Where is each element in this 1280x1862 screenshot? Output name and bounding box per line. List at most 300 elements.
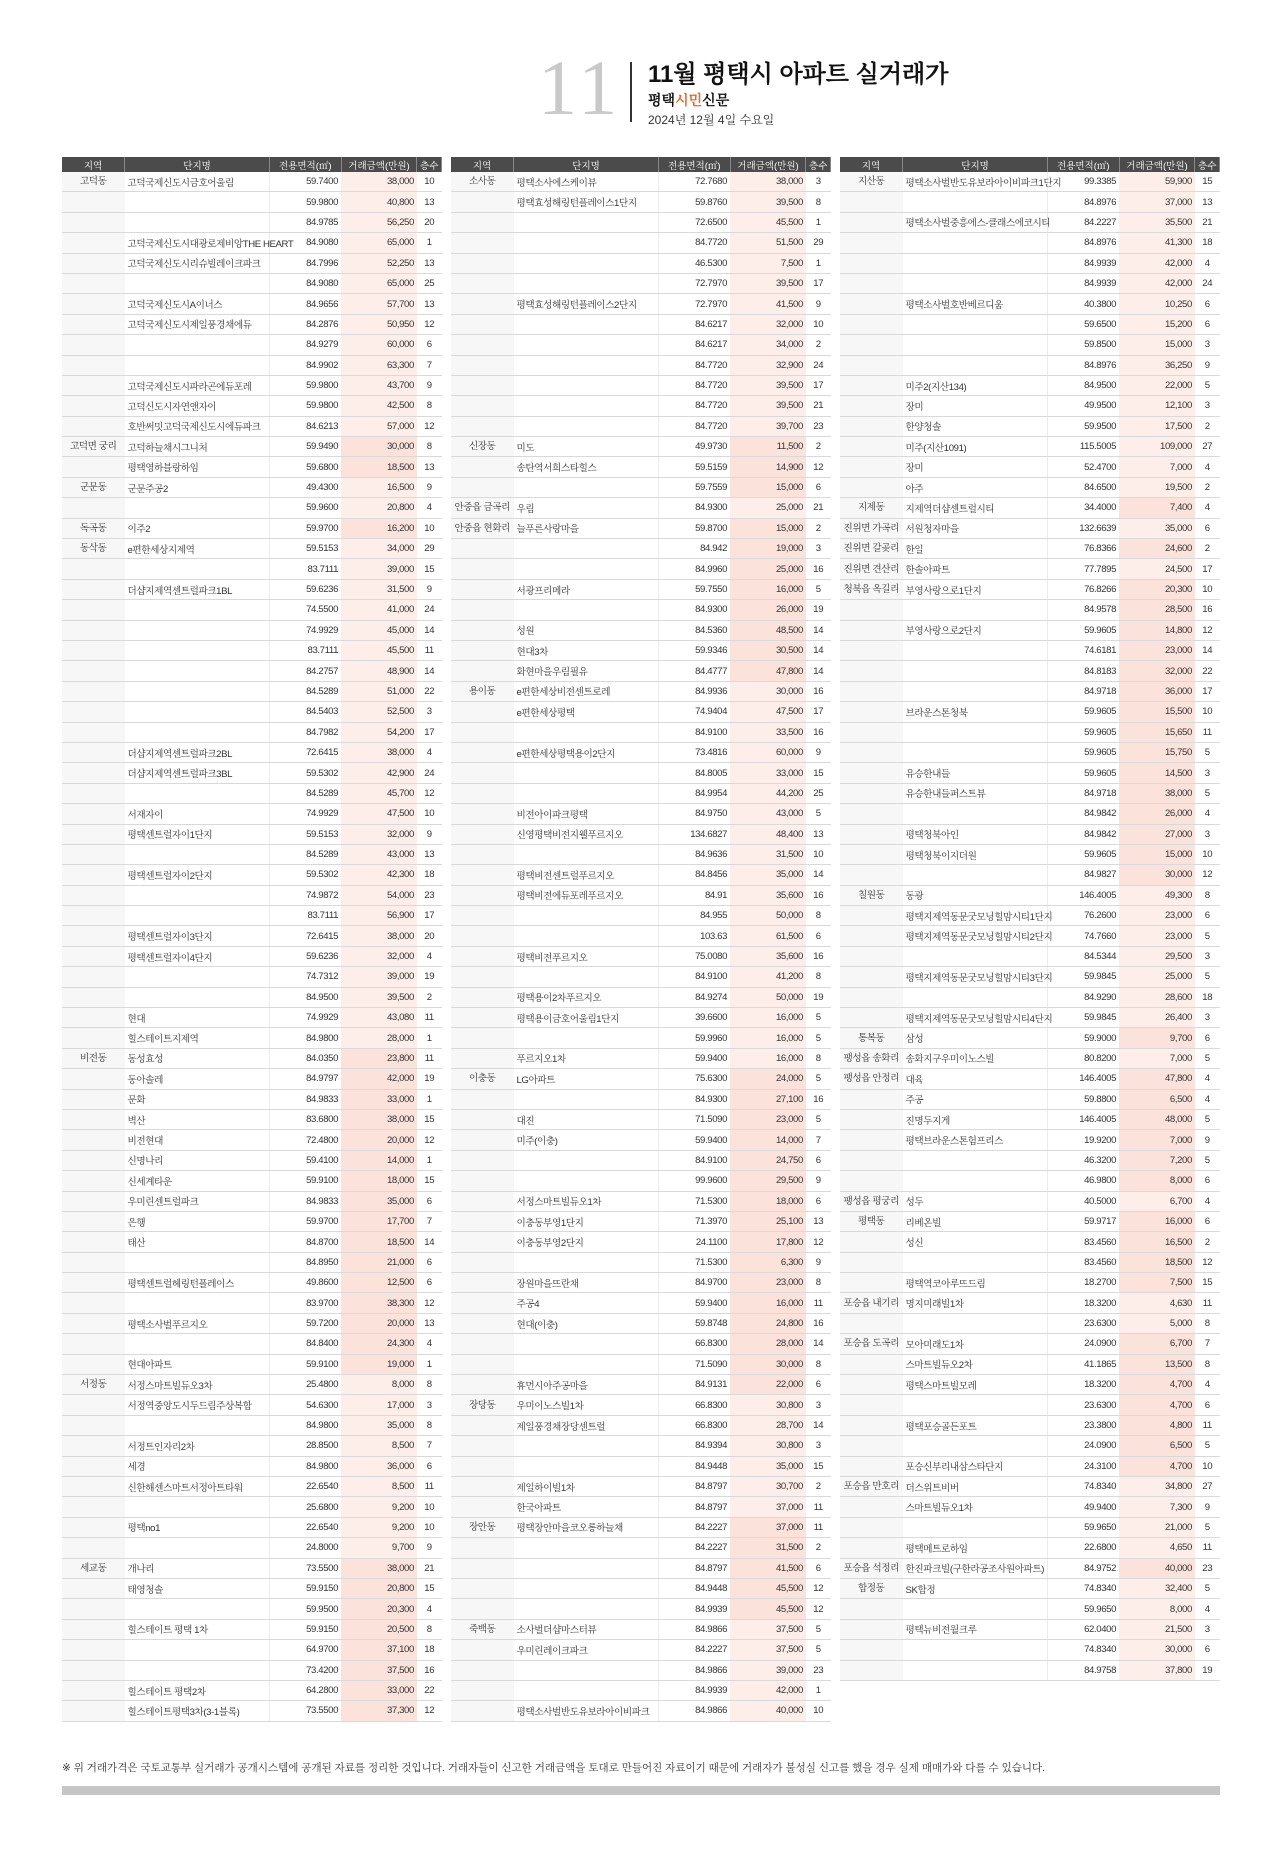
complex-cell: [514, 1028, 659, 1048]
floor-cell: 2: [806, 1477, 831, 1497]
region-cell: [62, 1517, 125, 1537]
region-cell: [451, 1273, 514, 1293]
price-tables: [62, 157, 1220, 1752]
complex-cell: [514, 1436, 659, 1456]
region-cell: 포승읍 내기리: [840, 1293, 903, 1313]
complex-cell: 우미이노스빌1차: [514, 1395, 659, 1415]
area-cell: 84.8797: [659, 1477, 730, 1497]
area-cell: 84.9827: [1048, 865, 1119, 885]
table-row: [840, 1211, 1220, 1231]
floor-cell: 8: [806, 1273, 831, 1293]
floor-cell: 3: [1195, 763, 1220, 783]
region-cell: [62, 1538, 125, 1558]
table-row: [451, 1395, 831, 1415]
table-row: [62, 477, 442, 497]
price-cell: 51,500: [730, 233, 806, 253]
complex-cell: [903, 1660, 1048, 1680]
floor-cell: 13: [417, 294, 442, 314]
complex-cell: 평택용이금호어울림1단지: [514, 1008, 659, 1028]
complex-cell: 화현마을우림필유: [514, 661, 659, 681]
price-cell: 6,700: [1119, 1334, 1195, 1354]
region-cell: [840, 1640, 903, 1660]
floor-cell: 10: [1195, 702, 1220, 722]
area-cell: 84.9279: [270, 335, 341, 355]
price-cell: 20,000: [341, 1313, 417, 1333]
complex-cell: [514, 212, 659, 232]
region-cell: [451, 1415, 514, 1435]
price-cell: 27,100: [730, 1089, 806, 1109]
floor-cell: 6: [1195, 906, 1220, 926]
price-cell: 21,500: [1119, 1619, 1195, 1639]
price-cell: 42,300: [341, 865, 417, 885]
price-cell: 33,000: [730, 763, 806, 783]
floor-cell: 12: [806, 1599, 831, 1619]
table-row: [62, 1354, 442, 1374]
area-cell: 84.6213: [270, 416, 341, 436]
price-cell: 48,500: [730, 620, 806, 640]
price-cell: 16,000: [1119, 1211, 1195, 1231]
complex-cell: [514, 375, 659, 395]
region-cell: [62, 314, 125, 334]
area-cell: 76.8266: [1048, 579, 1119, 599]
region-cell: [840, 1089, 903, 1109]
complex-cell: [903, 681, 1048, 701]
floor-cell: 11: [417, 1477, 442, 1497]
table-row: [62, 253, 442, 273]
page-title: 11월 평택시 아파트 실거래가: [648, 61, 949, 88]
complex-cell: [514, 253, 659, 273]
floor-cell: 13: [417, 192, 442, 212]
region-cell: [451, 1089, 514, 1109]
area-cell: 23.6300: [1048, 1313, 1119, 1333]
region-cell: [451, 620, 514, 640]
price-cell: 47,800: [730, 661, 806, 681]
price-cell: 39,000: [341, 967, 417, 987]
floor-cell: 12: [1195, 620, 1220, 640]
complex-cell: 고덕국제신도시A이너스: [125, 294, 270, 314]
table-row: [451, 906, 831, 926]
area-cell: 24.8000: [270, 1538, 341, 1558]
area-cell: 72.7970: [659, 273, 730, 293]
table-row: [840, 559, 1220, 579]
complex-cell: 고덕국제신도시제일풍경채에듀: [125, 314, 270, 334]
area-cell: 84.9936: [659, 681, 730, 701]
region-cell: [451, 1028, 514, 1048]
area-cell: 84.9833: [270, 1191, 341, 1211]
region-cell: [451, 926, 514, 946]
area-cell: 74.9929: [270, 620, 341, 640]
region-cell: [451, 702, 514, 722]
price-cell: 47,800: [1119, 1069, 1195, 1089]
price-cell: 28,600: [1119, 987, 1195, 1007]
table-row: [451, 1660, 831, 1680]
region-cell: [451, 987, 514, 1007]
complex-cell: [514, 559, 659, 579]
region-cell: [62, 212, 125, 232]
floor-cell: 10: [1195, 1456, 1220, 1476]
floor-cell: 20: [417, 212, 442, 232]
price-cell: 24,000: [730, 1069, 806, 1089]
area-cell: 64.9700: [270, 1640, 341, 1660]
complex-cell: 평택센트럴자이3단지: [125, 926, 270, 946]
table-row: [840, 172, 1220, 192]
area-cell: 49.9730: [659, 437, 730, 457]
table-row: [62, 457, 442, 477]
region-cell: 비전동: [62, 1048, 125, 1068]
complex-cell: 신한해센스마트서정아트타워: [125, 1477, 270, 1497]
price-cell: 6,300: [730, 1252, 806, 1272]
price-cell: 16,000: [730, 579, 806, 599]
area-cell: 84.9800: [270, 1415, 341, 1435]
table-row: [451, 1477, 831, 1497]
table-row: [840, 1558, 1220, 1578]
table-row: [62, 416, 442, 436]
price-cell: 28,000: [730, 1334, 806, 1354]
complex-cell: [514, 539, 659, 559]
region-cell: [62, 763, 125, 783]
table-row: [840, 640, 1220, 660]
area-cell: 84.9800: [270, 1028, 341, 1048]
floor-cell: 1: [806, 212, 831, 232]
price-cell: 15,000: [730, 477, 806, 497]
floor-cell: 23: [806, 416, 831, 436]
floor-cell: 12: [417, 1701, 442, 1721]
floor-cell: 10: [417, 1497, 442, 1517]
floor-cell: 4: [417, 742, 442, 762]
complex-cell: 평택센트럴자이1단지: [125, 824, 270, 844]
table-row: [840, 579, 1220, 599]
floor-cell: 5: [1195, 1048, 1220, 1068]
complex-cell: 벽산: [125, 1109, 270, 1129]
table-row: [451, 1232, 831, 1252]
area-cell: 72.6500: [659, 212, 730, 232]
area-cell: 84.9939: [1048, 273, 1119, 293]
complex-cell: 서정트인자리2차: [125, 1436, 270, 1456]
area-cell: 24.1100: [659, 1232, 730, 1252]
complex-cell: 평택영하블랑하임: [125, 457, 270, 477]
floor-cell: 5: [1195, 967, 1220, 987]
floor-cell: 11: [417, 1048, 442, 1068]
floor-cell: 15: [417, 559, 442, 579]
price-cell: 23,800: [341, 1048, 417, 1068]
price-cell: 7,000: [1119, 1048, 1195, 1068]
price-cell: 50,000: [730, 906, 806, 926]
complex-cell: 평택비전센트럴푸르지오: [514, 865, 659, 885]
price-cell: 30,500: [730, 640, 806, 660]
floor-cell: 9: [806, 1171, 831, 1191]
area-cell: 19.9200: [1048, 1130, 1119, 1150]
area-cell: 73.4816: [659, 742, 730, 762]
price-cell: 30,000: [1119, 865, 1195, 885]
table-row: [62, 1517, 442, 1537]
table-row: [840, 294, 1220, 314]
region-cell: [840, 824, 903, 844]
table-row: [840, 1497, 1220, 1517]
complex-cell: [903, 1313, 1048, 1333]
complex-cell: [125, 987, 270, 1007]
complex-cell: LG아파트: [514, 1069, 659, 1089]
floor-cell: 8: [417, 1375, 442, 1395]
region-cell: 고덕동: [62, 172, 125, 192]
area-cell: 84.6217: [659, 314, 730, 334]
price-cell: 12,100: [1119, 396, 1195, 416]
area-cell: 84.9842: [1048, 804, 1119, 824]
floor-cell: 7: [417, 355, 442, 375]
region-cell: 포승읍 만호리: [840, 1477, 903, 1497]
area-cell: 84.4777: [659, 661, 730, 681]
complex-cell: 현대(이충): [514, 1313, 659, 1333]
complex-cell: 한양청솔: [903, 416, 1048, 436]
complex-cell: 고덕신도시자연앤자이: [125, 396, 270, 416]
area-cell: 18.2700: [1048, 1273, 1119, 1293]
floor-cell: 23: [1195, 1558, 1220, 1578]
area-cell: 59.8800: [1048, 1089, 1119, 1109]
floor-cell: 15: [1195, 172, 1220, 192]
table-row: [840, 1436, 1220, 1456]
region-cell: 진위면 가곡리: [840, 518, 903, 538]
table-row: [840, 1171, 1220, 1191]
column-header: 지역: [62, 157, 125, 172]
floor-cell: 6: [806, 1150, 831, 1170]
region-cell: [451, 1558, 514, 1578]
region-cell: [62, 1477, 125, 1497]
area-cell: 39.6600: [659, 1008, 730, 1028]
area-cell: 74.8340: [1048, 1640, 1119, 1660]
price-cell: 16,500: [1119, 1232, 1195, 1252]
price-cell: 28,000: [341, 1028, 417, 1048]
table-row: [451, 926, 831, 946]
area-cell: 59.9600: [270, 498, 341, 518]
complex-cell: [903, 987, 1048, 1007]
complex-cell: 군문주공2: [125, 477, 270, 497]
table-row: [62, 1150, 442, 1170]
complex-cell: [514, 763, 659, 783]
table-row: [62, 1640, 442, 1660]
region-cell: [62, 722, 125, 742]
table-row: [840, 865, 1220, 885]
area-cell: 132.6639: [1048, 518, 1119, 538]
area-cell: 59.9400: [659, 1293, 730, 1313]
complex-cell: 평택센트럴자이4단지: [125, 946, 270, 966]
floor-cell: 11: [1195, 1415, 1220, 1435]
price-cell: 37,300: [341, 1701, 417, 1721]
floor-cell: 14: [417, 1232, 442, 1252]
table-row: [62, 355, 442, 375]
area-cell: 84.9131: [659, 1375, 730, 1395]
price-cell: 44,200: [730, 783, 806, 803]
price-cell: 18,500: [341, 457, 417, 477]
table-row: [840, 273, 1220, 293]
area-cell: 83.4560: [1048, 1252, 1119, 1272]
price-cell: 7,000: [1119, 457, 1195, 477]
price-cell: 9,700: [1119, 1028, 1195, 1048]
floor-cell: 8: [1195, 1354, 1220, 1374]
floor-cell: 5: [1195, 742, 1220, 762]
price-cell: 30,800: [730, 1436, 806, 1456]
area-cell: 84.9274: [659, 987, 730, 1007]
area-cell: 59.6800: [270, 457, 341, 477]
price-cell: 34,000: [341, 539, 417, 559]
column-header: 층수: [417, 157, 442, 172]
region-cell: [451, 1680, 514, 1700]
table-row: [840, 1069, 1220, 1089]
area-cell: 84.5360: [659, 620, 730, 640]
region-cell: 이충동: [451, 1069, 514, 1089]
region-cell: [62, 1660, 125, 1680]
complex-cell: 명지미래빌1차: [903, 1293, 1048, 1313]
region-cell: [451, 1252, 514, 1272]
floor-cell: 10: [417, 518, 442, 538]
complex-cell: 평택소사벌푸르지오: [125, 1313, 270, 1333]
region-cell: [62, 640, 125, 660]
complex-cell: [903, 1640, 1048, 1660]
region-cell: [451, 722, 514, 742]
floor-cell: 4: [1195, 1089, 1220, 1109]
region-cell: [62, 824, 125, 844]
complex-cell: 힐스테이트 평택2차: [125, 1680, 270, 1700]
price-cell: 32,000: [730, 314, 806, 334]
table-row: [840, 212, 1220, 232]
floor-cell: 13: [417, 844, 442, 864]
region-cell: [840, 906, 903, 926]
area-cell: 84.9939: [659, 1599, 730, 1619]
price-cell: 26,000: [1119, 804, 1195, 824]
area-cell: 84.9300: [659, 1089, 730, 1109]
table-row: [840, 518, 1220, 538]
table-row: [62, 1109, 442, 1129]
floor-cell: 6: [417, 1273, 442, 1293]
price-table-3: [840, 157, 1220, 1681]
area-cell: 59.9500: [270, 1599, 341, 1619]
table-row: [451, 518, 831, 538]
floor-cell: 5: [1195, 1109, 1220, 1129]
complex-cell: 평택소사벌호반베르디움: [903, 294, 1048, 314]
complex-cell: 유승한내들퍼스트뷰: [903, 783, 1048, 803]
floor-cell: 5: [1195, 1436, 1220, 1456]
price-cell: 16,000: [730, 1048, 806, 1068]
table-row: [451, 742, 831, 762]
area-cell: 84.9758: [1048, 1660, 1119, 1680]
region-cell: [62, 1232, 125, 1252]
price-cell: 15,750: [1119, 742, 1195, 762]
region-cell: [451, 1211, 514, 1231]
floor-cell: 4: [1195, 498, 1220, 518]
price-cell: 45,000: [341, 620, 417, 640]
table-row: [451, 681, 831, 701]
region-cell: [62, 1089, 125, 1109]
table-row: [451, 702, 831, 722]
price-cell: 25,100: [730, 1211, 806, 1231]
area-cell: 84.9080: [270, 273, 341, 293]
floor-cell: 27: [1195, 1477, 1220, 1497]
table-row: [840, 1477, 1220, 1497]
price-cell: 35,000: [730, 1456, 806, 1476]
region-cell: [840, 1109, 903, 1129]
price-cell: 14,000: [341, 1150, 417, 1170]
complex-cell: [903, 1436, 1048, 1456]
region-cell: [451, 1701, 514, 1721]
region-cell: [451, 233, 514, 253]
floor-cell: 6: [1195, 1171, 1220, 1191]
price-cell: 32,000: [341, 946, 417, 966]
floor-cell: 14: [806, 1415, 831, 1435]
table-row: [451, 416, 831, 436]
complex-cell: 제일하이빌1차: [514, 1477, 659, 1497]
area-cell: 84.7982: [270, 722, 341, 742]
area-cell: 83.7111: [270, 559, 341, 579]
area-cell: 59.5153: [270, 824, 341, 844]
price-cell: 37,000: [730, 1517, 806, 1537]
complex-cell: 평택브라운스톤험프리스: [903, 1130, 1048, 1150]
floor-cell: 3: [1195, 946, 1220, 966]
price-cell: 17,700: [341, 1211, 417, 1231]
area-cell: 59.7400: [270, 172, 341, 192]
floor-cell: 23: [417, 885, 442, 905]
region-cell: [62, 1436, 125, 1456]
table-row: [62, 1578, 442, 1598]
table-row: [840, 1293, 1220, 1313]
region-cell: [451, 1191, 514, 1211]
area-cell: 74.5500: [270, 600, 341, 620]
complex-cell: 동성효성: [125, 1048, 270, 1068]
region-cell: [62, 1578, 125, 1598]
complex-cell: [514, 1252, 659, 1272]
price-cell: 23,000: [730, 1109, 806, 1129]
floor-cell: 12: [806, 1232, 831, 1252]
area-cell: 59.9960: [659, 1028, 730, 1048]
floor-cell: 14: [806, 865, 831, 885]
floor-cell: 4: [417, 1334, 442, 1354]
area-cell: 59.9845: [1048, 967, 1119, 987]
complex-cell: [125, 681, 270, 701]
table-row: [62, 539, 442, 559]
region-cell: [62, 1599, 125, 1619]
region-cell: [62, 579, 125, 599]
floor-cell: 24: [417, 600, 442, 620]
area-cell: 25.6800: [270, 1497, 341, 1517]
floor-cell: 12: [806, 1578, 831, 1598]
area-cell: 84.9290: [1048, 987, 1119, 1007]
region-cell: 팽성읍 송화리: [840, 1048, 903, 1068]
price-cell: 48,400: [730, 824, 806, 844]
table-header-row: [840, 157, 1220, 172]
complex-cell: 평택포승골든포트: [903, 1415, 1048, 1435]
complex-cell: [514, 396, 659, 416]
table-row: [451, 1701, 831, 1721]
table-row: [451, 172, 831, 192]
region-cell: [62, 885, 125, 905]
price-cell: 57,000: [341, 416, 417, 436]
complex-cell: [125, 1538, 270, 1558]
area-cell: 74.6181: [1048, 640, 1119, 660]
price-cell: 35,000: [730, 865, 806, 885]
complex-cell: 서정역중앙도시두드림주상복합: [125, 1395, 270, 1415]
region-cell: [451, 1640, 514, 1660]
logo-prefix: 평택: [648, 92, 676, 108]
floor-cell: 19: [417, 1069, 442, 1089]
table-row: [840, 539, 1220, 559]
area-cell: 59.9150: [270, 1619, 341, 1639]
region-cell: [451, 335, 514, 355]
region-cell: 소사동: [451, 172, 514, 192]
area-cell: 59.5302: [270, 763, 341, 783]
floor-cell: 5: [1195, 1517, 1220, 1537]
floor-cell: 3: [806, 539, 831, 559]
price-cell: 39,500: [730, 273, 806, 293]
complex-cell: 제일풍경채장당센트럴: [514, 1415, 659, 1435]
table-row: [62, 518, 442, 538]
table-row: [451, 1109, 831, 1129]
